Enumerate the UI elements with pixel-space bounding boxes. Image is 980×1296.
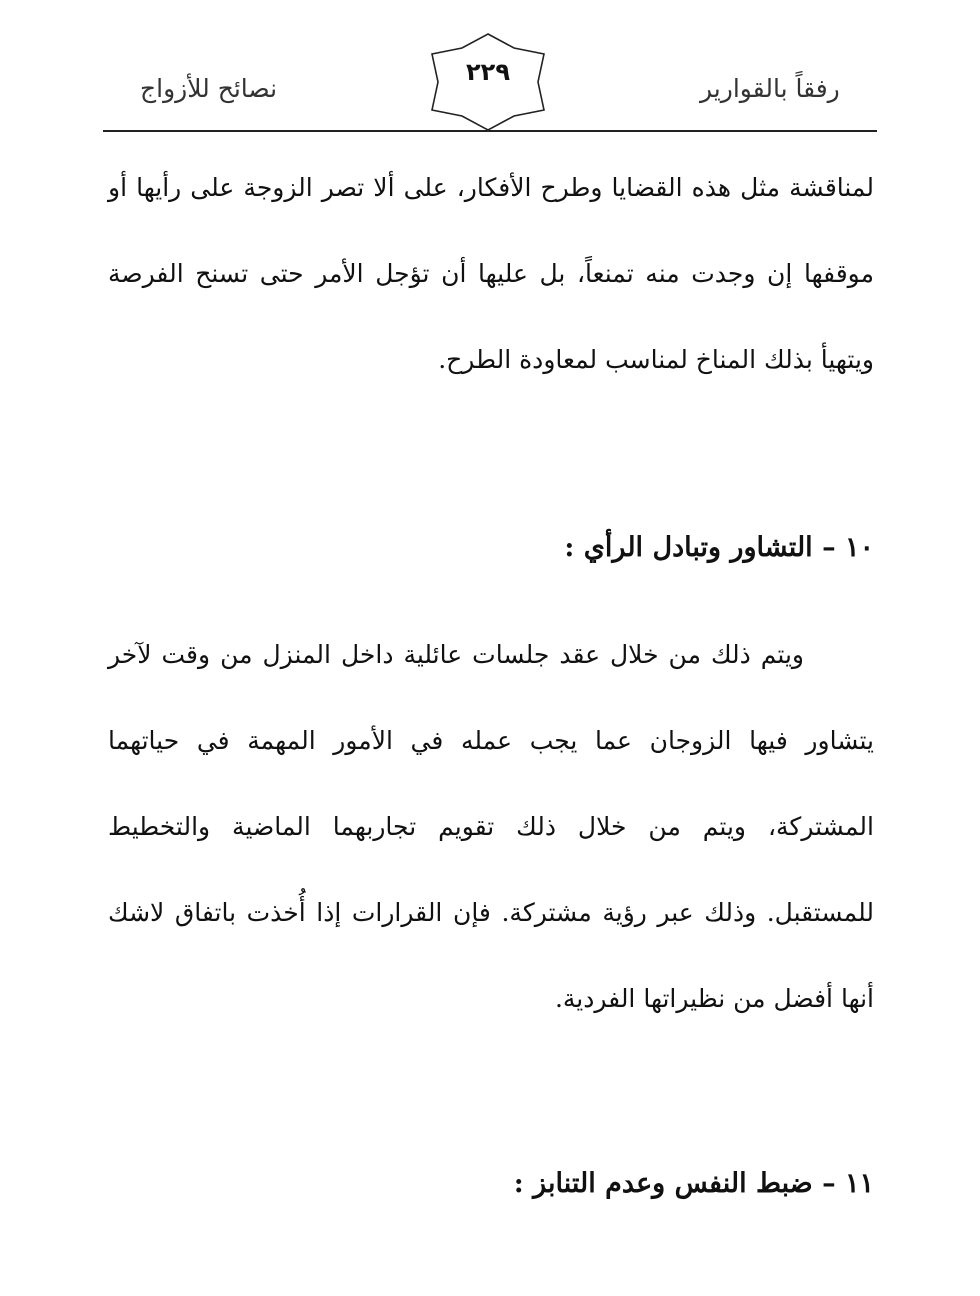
running-header-section-title: نصائح للأزواج [140, 74, 278, 103]
section-heading-11: ١١ – ضبط النفس وعدم التنابز : [513, 1168, 874, 1199]
page-number: ٢٢٩ [466, 58, 510, 86]
header-divider [103, 130, 877, 132]
paragraph-consultation: ويتم ذلك من خلال عقد جلسات عائلية داخل المنزل من وقت لآخر يتشاور فيها الزوجان عما يجب عمله في الأمور المهمة في حياتهما المشتركة، ويتم من خلال ذلك تقويم تجاربهما الماضية والتخطيط للمستقبل. وذلك عبر رؤية مشتركة. فإن القرارات إذا أُخذت باتفاق لاشك أنها أفضل من نظيراتها الفردية. [108, 640, 874, 1013]
page-number-badge [428, 32, 548, 132]
paragraph-continuation: لمناقشة مثل هذه القضايا وطرح الأفكار، على ألا تصر الزوجة على رأيها أو موقفها إن وجدت منه تمنعاً، بل عليها أن تؤجل الأمر حتى تسنح الفرصة ويتهيأ بذلك المناخ لمناسب لمعاودة الطرح. [108, 173, 874, 374]
section-heading-10: ١٠ – التشاور وتبادل الرأي : [564, 532, 874, 563]
running-header-book-title: رفقاً بالقوارير [700, 74, 840, 103]
